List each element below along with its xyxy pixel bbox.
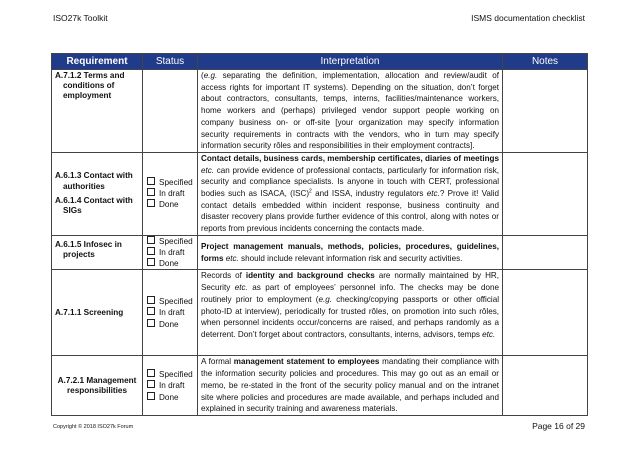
status-option-specified[interactable]: Specified bbox=[147, 369, 193, 380]
interpretation-text: should include relevant information risk and security activities. bbox=[238, 253, 463, 263]
status-option-in-draft[interactable]: In draft bbox=[147, 247, 193, 258]
col-header-status: Status bbox=[143, 54, 198, 70]
status-option-in-draft[interactable]: In draft bbox=[147, 307, 193, 318]
status-cell bbox=[143, 356, 198, 416]
checkbox-icon[interactable] bbox=[147, 369, 155, 377]
requirement-text: A.7.1.2 Terms and bbox=[55, 71, 125, 80]
requirement-text: projects bbox=[63, 250, 95, 260]
interpretation-cell bbox=[198, 152, 503, 235]
footer-copyright: Copyright © 2018 ISO27k Forum bbox=[53, 424, 134, 430]
checkbox-icon[interactable] bbox=[147, 380, 155, 388]
interpretation-cell bbox=[198, 70, 503, 153]
requirement-text: conditions of bbox=[63, 81, 115, 91]
table-row bbox=[52, 70, 588, 153]
header-doc-name: ISMS documentation checklist bbox=[471, 13, 585, 23]
interpretation-text: as part of employees’ personnel info. The checks may be done routinely prior to employment ( bbox=[201, 283, 499, 304]
status-cell bbox=[143, 235, 198, 270]
status-option-specified[interactable]: Specified bbox=[147, 177, 193, 188]
checkbox-icon[interactable] bbox=[147, 236, 155, 244]
interpretation-cell bbox=[198, 235, 503, 270]
checkbox-icon[interactable] bbox=[147, 307, 155, 315]
table-row bbox=[52, 356, 588, 416]
interpretation-text: can provide evidence of professional contacts, particularly for information risk, security and compliance specialists. Is anyone in touch with CERT, professional bodies such as ISACA, (ISC) bbox=[201, 165, 499, 199]
interpretation-text: e.g. bbox=[318, 294, 332, 304]
requirement-text: A.6.1.4 Contact with bbox=[55, 195, 133, 205]
checkbox-icon[interactable] bbox=[147, 296, 155, 304]
interpretation-text: etc. bbox=[426, 189, 440, 199]
status-option-done[interactable]: Done bbox=[147, 258, 193, 269]
status-cell bbox=[143, 70, 198, 153]
requirement-text: SIGs bbox=[63, 206, 82, 216]
interpretation-text: ? Prove it! Valid contact details embedded within incident response, business continuity and disaster recovery plans provide further evidence of this control, along with notes or reports from previous incidents concerning the contacts made. bbox=[201, 189, 499, 234]
interpretation-text: etc. bbox=[201, 165, 215, 175]
notes-cell[interactable] bbox=[503, 152, 588, 235]
status-cell bbox=[143, 270, 198, 356]
interpretation-text: 2 bbox=[309, 188, 312, 195]
requirement-cell bbox=[52, 356, 143, 416]
requirement-text: A.6.1.3 Contact with bbox=[55, 171, 133, 181]
interpretation-cell bbox=[198, 270, 503, 356]
page-number: Page 16 of 29 bbox=[532, 421, 585, 431]
requirement-text: A.6.1.5 Infosec in bbox=[55, 239, 122, 249]
col-header-interpretation: Interpretation bbox=[198, 54, 503, 70]
status-cell bbox=[143, 152, 198, 235]
requirement-text: A.7.1.1 Screening bbox=[55, 307, 124, 317]
interpretation-text: Project management manuals, methods, policies, procedures, guidelines, forms bbox=[201, 241, 499, 263]
checklist-table bbox=[51, 53, 588, 416]
requirement-cell bbox=[52, 70, 143, 153]
requirement-text: A.7.2.1 Management bbox=[57, 375, 137, 385]
checkbox-icon[interactable] bbox=[147, 392, 155, 400]
interpretation-text: separating the definition, implementation, allocation and review/audit of access rights for important IT systems). Depending on the situation, don’t forget about contractors, consultants, temps, interns, facilities/maintenance workers, home workers and (perhaps) privileged vendor support people working on company business on- or off-site [your organization may specify information security requirements in contracts with the vendors, who in turn may specify information security rôles and responsibilities in their employment contracts]. bbox=[201, 71, 499, 151]
interpretation-text: mandating their compliance with the information security policies and procedures. This may go out as an email or memo, be re-stated in the front of the security policy manual and on the intranet site where policies and procedures are made available, and perhaps included and explained in security training and awareness materials. bbox=[201, 357, 499, 414]
interpretation-text: etc. bbox=[225, 253, 239, 263]
requirement-cell bbox=[52, 152, 143, 235]
interpretation-text: identity and background checks bbox=[245, 271, 375, 281]
header-title: ISO27k Toolkit bbox=[53, 13, 108, 23]
checkbox-icon[interactable] bbox=[147, 247, 155, 255]
interpretation-text: Records of bbox=[201, 271, 246, 281]
status-option-in-draft[interactable]: In draft bbox=[147, 188, 193, 199]
interpretation-text: e.g. bbox=[203, 71, 218, 80]
interpretation-text: etc. bbox=[234, 283, 248, 293]
notes-cell[interactable] bbox=[503, 270, 588, 356]
table-row bbox=[52, 235, 588, 270]
requirement-text: employment bbox=[63, 91, 112, 101]
interpretation-cell bbox=[198, 356, 503, 416]
requirement-cell bbox=[52, 235, 143, 270]
col-header-notes: Notes bbox=[503, 54, 588, 70]
notes-cell[interactable] bbox=[503, 356, 588, 416]
checkbox-icon[interactable] bbox=[147, 177, 155, 185]
interpretation-text: management statement to employees bbox=[233, 357, 380, 367]
checkbox-icon[interactable] bbox=[147, 319, 155, 327]
status-option-specified[interactable]: Specified bbox=[147, 296, 193, 307]
interpretation-text: are normally maintained by HR, Security bbox=[201, 271, 500, 293]
requirement-text: responsibilities bbox=[66, 385, 128, 395]
table-row bbox=[52, 270, 588, 356]
interpretation-text: Contact details, business cards, membership certificates, diaries of meetings bbox=[201, 153, 499, 163]
interpretation-text: ( bbox=[201, 71, 204, 80]
table-row bbox=[52, 152, 588, 235]
notes-cell[interactable] bbox=[503, 235, 588, 270]
interpretation-text: and ISSA, industry regulators bbox=[311, 189, 427, 199]
interpretation-text: checking/copying passports or other official photo-ID at interview), periodically for trusted rôles, on promotion into such rôles, when personnel incidents occur/concerns are raised, and perhaps randomly as a deterrent. Don’t forget about contractors, consultants, interns, advisors, temps bbox=[201, 294, 499, 339]
status-option-in-draft[interactable]: In draft bbox=[147, 380, 193, 391]
requirement-text: authorities bbox=[63, 181, 105, 191]
interpretation-text: etc. bbox=[482, 329, 496, 339]
checkbox-icon[interactable] bbox=[147, 258, 155, 266]
notes-cell[interactable] bbox=[503, 70, 588, 153]
checkbox-icon[interactable] bbox=[147, 199, 155, 207]
status-option-done[interactable]: Done bbox=[147, 392, 193, 403]
checkbox-icon[interactable] bbox=[147, 188, 155, 196]
status-option-done[interactable]: Done bbox=[147, 319, 193, 330]
col-header-requirement: Requirement bbox=[52, 54, 143, 70]
status-option-done[interactable]: Done bbox=[147, 199, 193, 210]
interpretation-text: A formal bbox=[201, 357, 234, 367]
requirement-cell bbox=[52, 270, 143, 356]
status-option-specified[interactable]: Specified bbox=[147, 236, 193, 247]
